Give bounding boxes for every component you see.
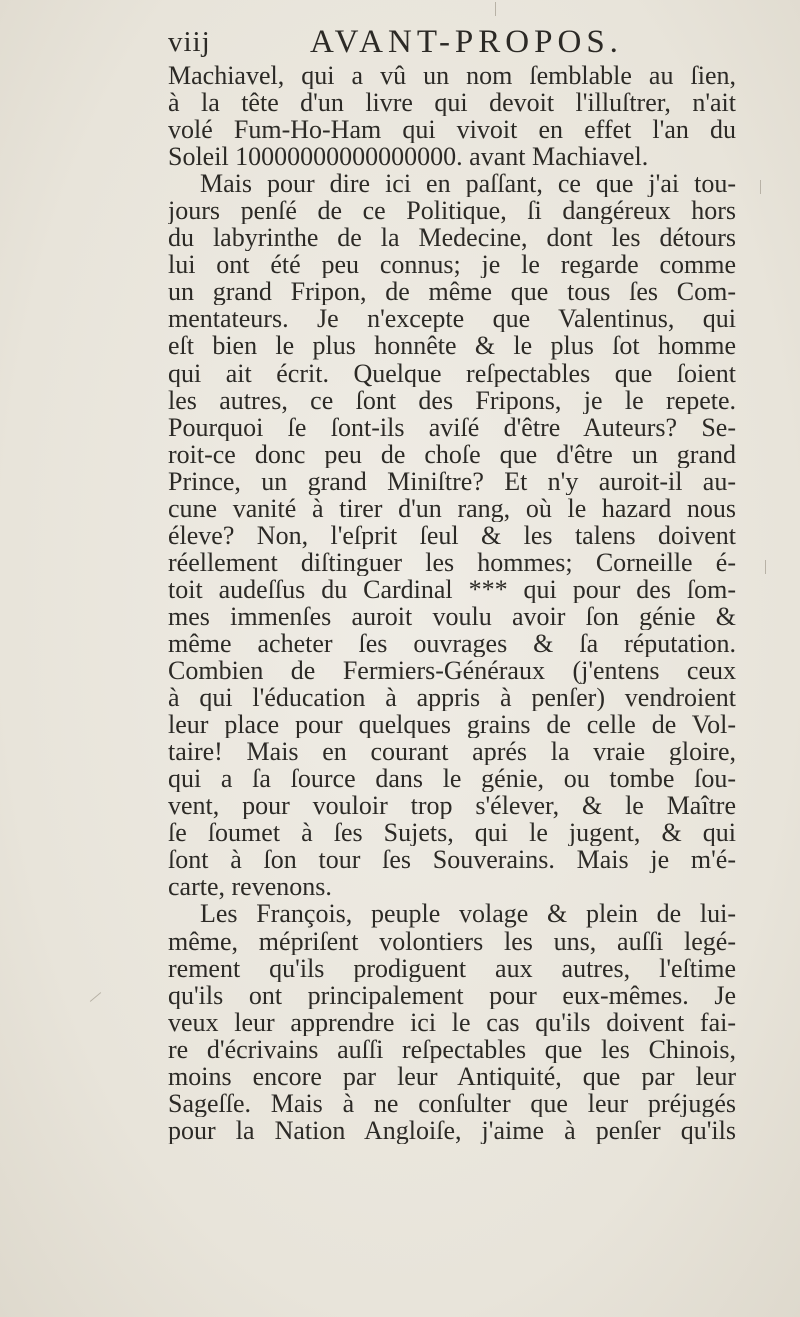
text-line: qui ait écrit. Quelque reſpectables que ſoient xyxy=(168,359,736,387)
text-line: rement qu'ils prodiguent aux autres, l'eſtime xyxy=(168,954,736,982)
text-line: jours penſé de ce Politique, ſi dangéreux hors xyxy=(168,197,736,225)
text-line: pour la Nation Angloiſe, j'aime à penſer qu'ils xyxy=(168,1116,736,1144)
text-line: vent, pour vouloir trop s'élever, & le Maître xyxy=(168,792,736,820)
text-line: ſont à ſon tour ſes Souverains. Mais je m'é- xyxy=(168,846,736,874)
text-line: re d'écrivains auſſi reſpectables que les Chinois, xyxy=(168,1035,736,1063)
text-line: Mais pour dire ici en paſſant, ce que j'ai tou- xyxy=(200,170,736,198)
text-line: Soleil 10000000000000000. avant Machiavel. xyxy=(168,143,649,171)
text-line: Machiavel, qui a vû un nom ſemblable au ſien, xyxy=(168,62,736,90)
text-line: taire! Mais en courant aprés la vraie gloire, xyxy=(168,738,736,766)
text-line: Pourquoi ſe ſont-ils aviſé d'être Auteurs? Se- xyxy=(168,413,736,441)
margin-mark xyxy=(765,560,766,574)
text-line: les autres, ce ſont des Fripons, je le repete. xyxy=(168,386,736,414)
page-number: viij xyxy=(168,26,211,58)
text-line: Sageſſe. Mais à ne conſulter que leur préjugés xyxy=(168,1089,736,1117)
text-line: réellement diſtinguer les hommes; Corneille é- xyxy=(168,548,736,576)
text-line: à la tête d'un livre qui devoit l'illuſtrer, n'ait xyxy=(168,89,736,117)
text-line: mes immenſes auroit voulu avoir ſon génie & xyxy=(168,602,736,630)
margin-mark xyxy=(90,992,101,1002)
text-line: mentateurs. Je n'excepte que Valentinus, qui xyxy=(168,305,736,333)
text-line: qui a ſa ſource dans le génie, ou tombe ſou- xyxy=(168,765,736,793)
text-line: eſt bien le plus honnête & le plus ſot homme xyxy=(168,332,736,360)
text-line: carte, revenons. xyxy=(168,873,332,901)
text-line: toit audeſſus du Cardinal *** qui pour des ſom- xyxy=(168,575,736,603)
running-title: AVANT-PROPOS. xyxy=(310,24,623,60)
margin-mark xyxy=(495,2,496,16)
text-line: cune vanité à tirer d'un rang, où le hazard nous xyxy=(168,494,736,522)
text-line: roit-ce donc peu de choſe que d'être un grand xyxy=(168,440,736,468)
text-line: un grand Fripon, de même que tous ſes Com- xyxy=(168,278,736,306)
text-line: du labyrinthe de la Medecine, dont les détours xyxy=(168,224,736,252)
text-line: ſe ſoumet à ſes Sujets, qui le jugent, & qui xyxy=(168,819,736,847)
text-line: même acheter ſes ouvrages & ſa réputation. xyxy=(168,629,736,658)
text-line: veux leur apprendre ici le cas qu'ils doivent fai- xyxy=(168,1008,736,1036)
page-header xyxy=(168,20,738,64)
text-line: lui ont été peu connus; je le regarde comme xyxy=(168,251,736,279)
text-line: éleve? Non, l'eſprit ſeul & les talens doivent xyxy=(168,521,736,549)
margin-mark xyxy=(760,180,761,194)
text-line: à qui l'éducation à appris à penſer) vendroient xyxy=(168,684,736,712)
text-line: Prince, un grand Miniſtre? Et n'y auroit-il au- xyxy=(168,467,736,495)
text-line: Les François, peuple volage & plein de lui- xyxy=(200,900,736,928)
text-line: Combien de Fermiers-Généraux (j'entens ceux xyxy=(168,657,736,685)
text-line: volé Fum-Ho-Ham qui vivoit en effet l'an du xyxy=(168,116,736,144)
text-line: moins encore par leur Antiquité, que par leur xyxy=(168,1062,736,1090)
text-line: même, mépriſent volontiers les uns, auſſi legé- xyxy=(168,927,736,955)
text-line: leur place pour quelques grains de celle de Vol- xyxy=(168,711,736,739)
text-line: qu'ils ont principalement pour eux-mêmes. Je xyxy=(168,981,736,1009)
body-text xyxy=(168,62,736,1144)
